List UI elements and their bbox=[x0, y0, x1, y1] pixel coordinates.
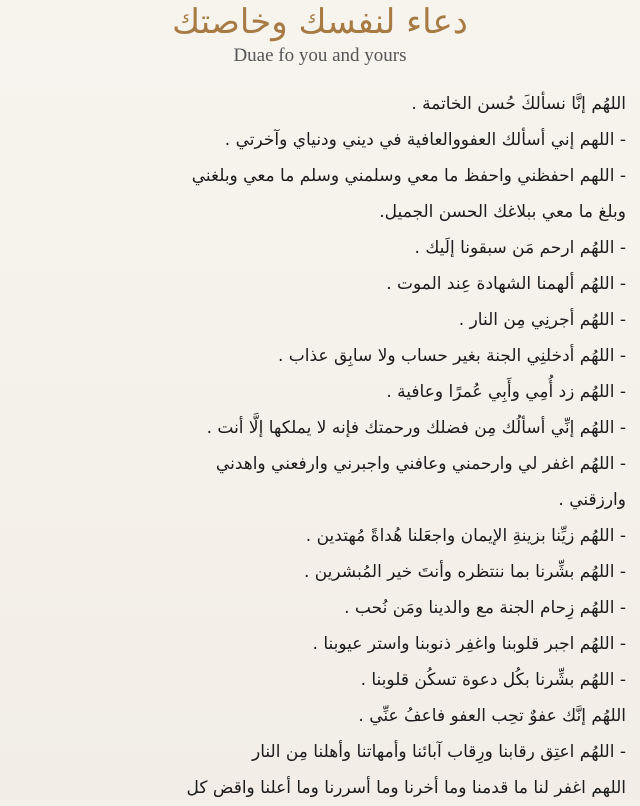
dua-line: - اللهُم ارحم مَن سبقونا إلَيك . bbox=[414, 238, 626, 258]
dua-line: - اللهُم اغفر لي وارحمني وعافني واجبرني وارفعني واهدني bbox=[215, 454, 626, 474]
dua-line: - اللهُم ألهمنا الشهادة عِند الموت . bbox=[386, 274, 626, 294]
page-title: دعاء لنفسك وخاصتك bbox=[172, 2, 468, 42]
dua-line: - اللهُم اعتِق رقابنا ورِقاب آبائنا وأمهاتنا وأهلنا مِن النار bbox=[252, 742, 626, 762]
dua-line: اللهُم إنَّك عفوٌ تحِب العفو فاعفُ عنِّي . bbox=[358, 706, 626, 726]
page-subtitle: Duae fo you and yours bbox=[233, 45, 407, 66]
dua-line: - اللهُم اجبر قلوبنا واغفِر ذنوبنا واستر عيوبنا . bbox=[312, 634, 626, 654]
dua-line: - اللهُم أدخلنِي الجنة بغير حساب ولا سابِق عذاب . bbox=[277, 346, 626, 366]
dua-line: - اللهُم زيِّنا بزينةِ الإيمان واجعَلنا هُداةً مُهتدين . bbox=[305, 526, 626, 546]
dua-line: - اللهُم بشِّرنا بكُل دعوة تسكُن قلوبنا . bbox=[360, 670, 626, 690]
dua-line: اللهم اغفر لنا ما قدمنا وما أخرنا وما أسررنا وما أعلنا واقض كل bbox=[186, 778, 626, 798]
dua-list bbox=[11, 86, 626, 806]
dua-line: - اللهُم أجرنِي مِن النار . bbox=[458, 310, 626, 330]
dua-line: - اللهُم إنِّي أسألُك مِن فضلك ورحمتك فإنه لا يملكها إلَّا أنت . bbox=[206, 418, 626, 438]
dua-line: اللهُم إنَّا نسألكَ حُسن الخاتمة . bbox=[411, 94, 626, 114]
dua-line: وارزقني . bbox=[558, 490, 626, 510]
dua-line: - اللهُم بشِّرنا بما ننتظره وأنتَ خير المُبشرين . bbox=[303, 562, 626, 582]
dua-line: - اللهُم زد أُمِي وأَبِي عُمرًا وعافية . bbox=[386, 382, 626, 402]
dua-line: وبلغ ما معي ببلاغك الحسن الجميل. bbox=[379, 202, 626, 222]
dua-line: - اللهم احفظني واحفظ ما معي وسلمني وسلم ما معي وبلغني bbox=[191, 166, 626, 186]
dua-line: - اللهم إني أسألك العفووالعافية في ديني ودنياي وآخرتي . bbox=[224, 130, 626, 150]
dua-line: - اللهُم زِحام الجنة مع والدينا ومَن نُحب . bbox=[344, 598, 626, 618]
